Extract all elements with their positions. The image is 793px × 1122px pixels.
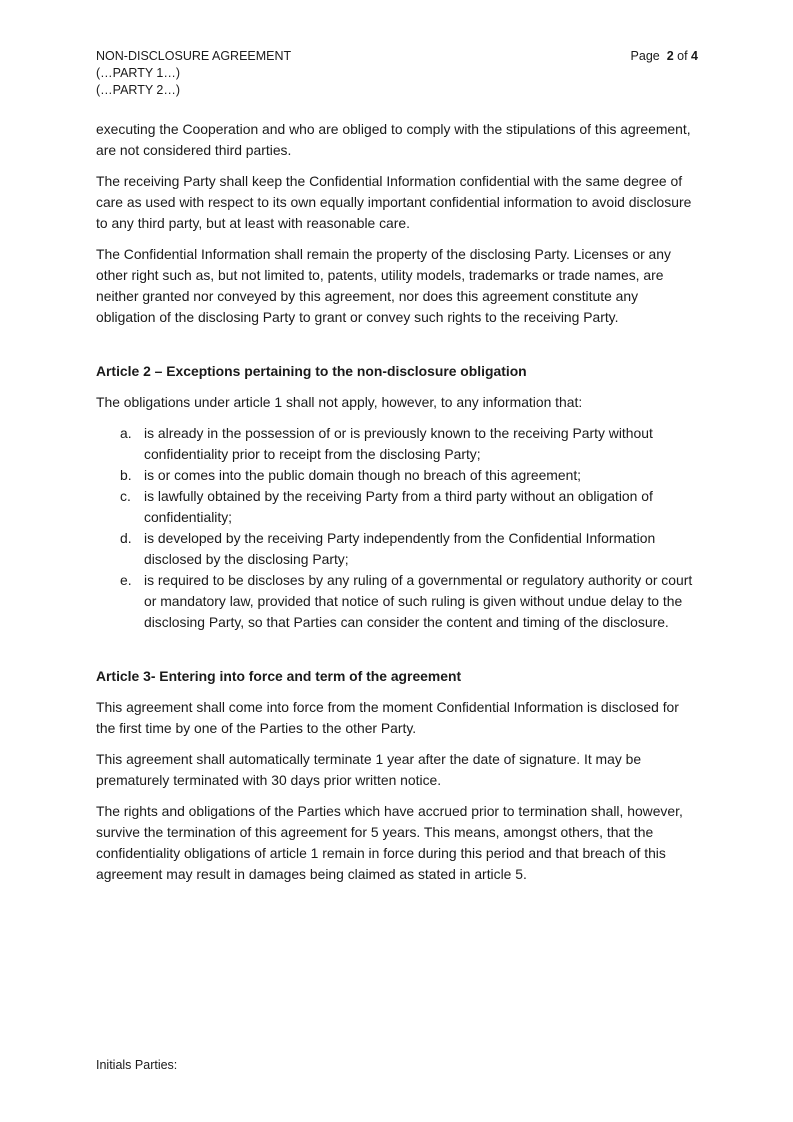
- document-title: NON-DISCLOSURE AGREEMENT: [96, 49, 292, 63]
- list-item-text: is developed by the receiving Party independently from the Confidential Information disclosed by the disclosing Party;: [144, 530, 656, 567]
- party-2-label: (…PARTY 2…): [96, 83, 181, 97]
- paragraph: executing the Cooperation and who are obliged to comply with the stipulations of this agreement, are not considered third parties.: [96, 121, 691, 158]
- page-label: Page: [630, 49, 660, 63]
- list-item: [96, 465, 698, 486]
- paragraph: This agreement shall come into force from the moment Confidential Information is disclosed for the first time by one of the Parties to the other Party.: [96, 699, 679, 736]
- list-marker: b.: [120, 467, 132, 483]
- page-total: 4: [691, 49, 698, 63]
- paragraph: This agreement shall automatically terminate 1 year after the date of signature. It may be prematurely terminated with 30 days prior written notice.: [96, 751, 642, 788]
- list-marker: e.: [120, 572, 132, 588]
- article-3-heading: Article 3- Entering into force and term of the agreement: [96, 668, 462, 684]
- list-item-text: is required to be discloses by any ruling of a governmental or regulatory authority or court or mandatory law, provided that notice of such ruling is given without undue delay to the disclosing Party, so that Parties can consider the content and timing of the disclosure.: [144, 572, 693, 630]
- list-item: [96, 570, 698, 633]
- list-item: [96, 423, 698, 465]
- page-of: of: [677, 49, 688, 63]
- paragraph: The Confidential Information shall remain the property of the disclosing Party. Licenses or any other right such as, but not limited to, patents, utility models, trademarks or trade names, are neither granted nor conveyed by this agreement, nor does this agreement constitute any obligation of the disclosing Party to grant or convey such rights to the receiving Party.: [96, 246, 671, 325]
- list-marker: a.: [120, 425, 132, 441]
- article-2-heading: Article 2 – Exceptions pertaining to the non-disclosure obligation: [96, 363, 527, 379]
- exceptions-list: [96, 423, 698, 633]
- page-number: [631, 48, 698, 65]
- list-item-text: is already in the possession of or is previously known to the receiving Party without confidentiality prior to receipt from the disclosing Party;: [144, 425, 653, 462]
- page-current: 2: [666, 49, 674, 63]
- initials-parties: Initials Parties:: [96, 1058, 178, 1072]
- article-2-intro: The obligations under article 1 shall not apply, however, to any information that:: [96, 394, 583, 410]
- list-item-text: is or comes into the public domain though no breach of this agreement;: [144, 467, 582, 483]
- list-marker: d.: [120, 530, 132, 546]
- list-item: [96, 486, 698, 528]
- list-item-text: is lawfully obtained by the receiving Party from a third party without an obligation of confidentiality;: [144, 488, 653, 525]
- document-body: [96, 119, 698, 895]
- paragraph: The rights and obligations of the Parties which have accrued prior to termination shall, however, survive the termination of this agreement for 5 years. This means, amongst others, that the confidentiality obligations of article 1 remain in force during this period and that breach of this agreement may result in damages being claimed as stated in article 5.: [96, 803, 683, 882]
- paragraph: The receiving Party shall keep the Confidential Information confidential with the same degree of care as used with respect to its own equally important confidential information to avoid disclosure to any third party, but at least with reasonable care.: [96, 173, 692, 231]
- list-marker: c.: [120, 488, 131, 504]
- page-header: [96, 48, 698, 99]
- list-item: [96, 528, 698, 570]
- party-1-label: (…PARTY 1…): [96, 66, 181, 80]
